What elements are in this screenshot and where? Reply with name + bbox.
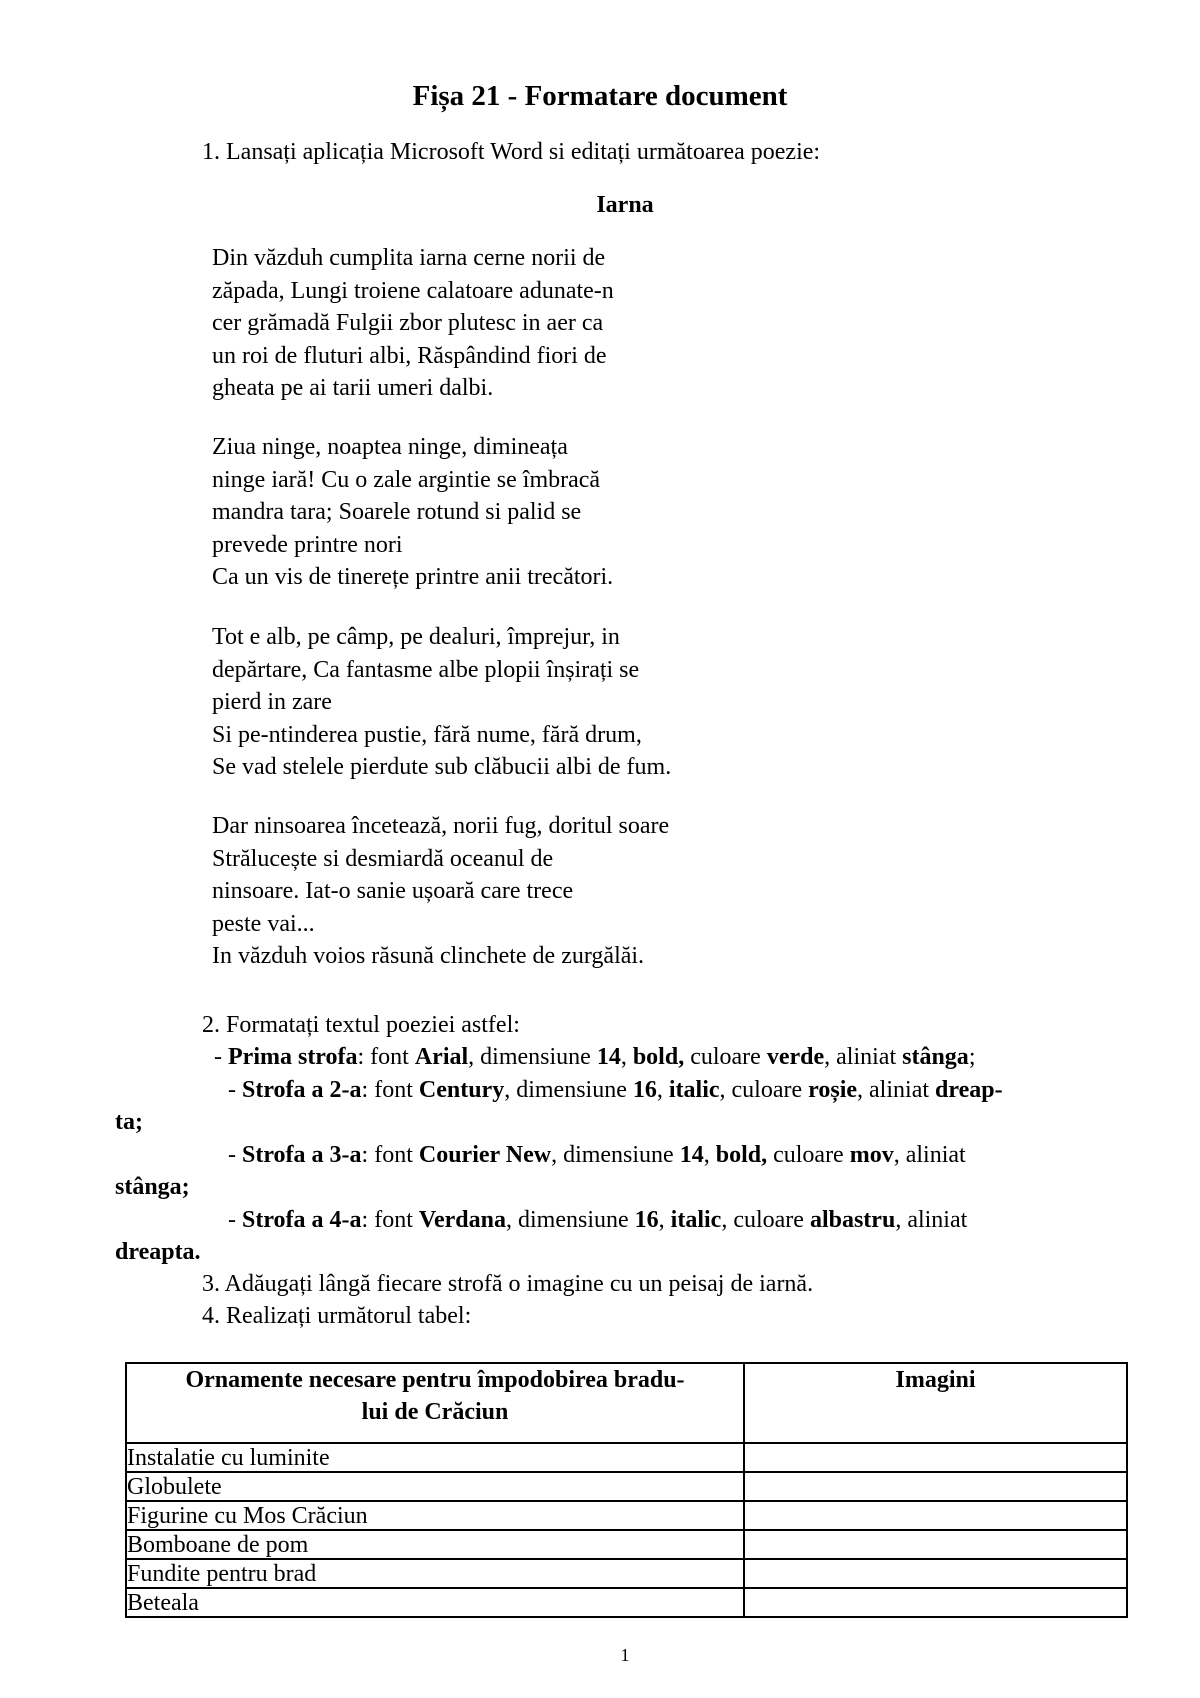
item-text: culoare [684,1044,767,1070]
poem-line: Din văzduh cumplita iarna cerne norii de [212,245,606,271]
item-text: , dimensiune [551,1142,680,1168]
format-item-1 [214,1044,975,1071]
poem-title: Iarna [596,192,654,218]
item-align: dreap- [935,1077,1003,1103]
item-prefix: - [228,1077,242,1103]
item-text: ; [968,1044,976,1070]
ornaments-table [125,1362,1128,1618]
poem-stanza-3 [212,621,772,784]
table-cell: Globulete [126,1472,744,1501]
item-style: bold, [632,1044,685,1070]
table-row [126,1472,1127,1501]
table-cell: Beteala [126,1588,744,1617]
item-text: culoare [767,1142,850,1168]
poem-line: depărtare, Ca fantasme albe plopii înșirați se [212,656,640,683]
poem-line: pierd in zare [212,689,332,715]
poem-line: prevede printre nori [212,531,403,558]
format-item-4 [228,1207,1133,1234]
format-item-2 [228,1077,1133,1104]
item-chunk [228,1207,967,1234]
table-row [126,1501,1127,1530]
table-row [126,1530,1127,1559]
table-row [126,1588,1127,1617]
item-align: stânga [902,1044,969,1070]
poem-line: In văzduh voios răsună clinchete de zurgălăi. [212,943,645,969]
table-cell-empty [744,1443,1127,1472]
item-text: , culoare [719,1077,809,1103]
item-size: 16 [634,1207,659,1233]
item-color: albastru [809,1207,896,1233]
item-text: , aliniat [895,1207,968,1233]
poem-line: Se vad stelele pierdute sub clăbucii albi de fum. [212,754,672,780]
table-cell-empty [744,1588,1127,1617]
poem-line: Ca un vis de tinerețe printre anii trecători. [212,564,614,590]
item-size: 14 [679,1142,704,1168]
item-font: Century [418,1077,505,1103]
poem-line: mandra tara; Soarele rotund si palid se [212,499,582,525]
task-2-intro: 2. Formatați textul poeziei astfel: [202,1012,520,1038]
item-text: , aliniat [857,1077,936,1103]
item-text: : font [361,1207,419,1233]
item-prefix: - [228,1142,242,1168]
item-style: bold, [715,1142,768,1168]
table-cell-empty [744,1559,1127,1588]
item-style: italic [670,1207,722,1233]
task-3-text: 3. Adăugați lângă fiecare strofă o imagine cu un peisaj de iarnă. [202,1271,814,1297]
item-size: 14 [596,1044,621,1070]
format-item-3-continuation: stânga; [115,1174,190,1200]
poem-stanza-4 [212,810,772,973]
table-cell-empty [744,1501,1127,1530]
item-text: : font [357,1044,415,1070]
item-style: italic [668,1077,720,1103]
item-name: Prima strofa [228,1044,358,1070]
header-line: lui de Crăciun [361,1399,509,1425]
poem-line: Strălucește si desmiardă oceanul de [212,845,554,872]
table-cell: Instalatie cu luminite [126,1443,744,1472]
item-text: : font [361,1142,419,1168]
item-color: mov [849,1142,894,1168]
poem-stanza-1 [212,242,772,405]
item-text: , culoare [721,1207,810,1233]
item-text: , dimensiune [468,1044,597,1070]
header-line: Ornamente necesare pentru împodobirea bradu- [185,1367,685,1393]
page-title: Fișa 21 - Formatare document [412,80,788,112]
poem-line: peste vai... [212,910,315,937]
poem-line: gheata pe ai tarii umeri dalbi. [212,375,494,401]
table-header-ornaments [126,1363,744,1443]
item-color: verde [766,1044,825,1070]
item-name: Strofa a 4-a [242,1207,362,1233]
page-number: 1 [620,1645,630,1665]
item-color: roșie [808,1077,858,1103]
item-name: Strofa a 2-a [242,1077,362,1103]
poem-stanza-2 [212,431,772,594]
poem-line: Dar ninsoarea încetează, norii fug, doritul soare [212,813,670,839]
item-text: , [703,1142,716,1168]
table-header-images: Imagini [744,1363,1127,1443]
poem-line: ninge iară! Cu o zale argintie se îmbracă [212,466,601,493]
item-font: Arial [414,1044,469,1070]
task-1-text: 1. Lansați aplicația Microsoft Word si editați următoarea poezie: [202,139,821,165]
table-header-row [126,1363,1127,1443]
item-prefix: - [228,1207,242,1233]
table-cell-empty [744,1530,1127,1559]
item-text: : font [361,1077,419,1103]
table-row [126,1443,1127,1472]
format-item-4-continuation: dreapta. [115,1239,201,1265]
table-cell: Bomboane de pom [126,1530,744,1559]
item-size: 16 [632,1077,657,1103]
table-cell-empty [744,1472,1127,1501]
format-item-3 [228,1142,1133,1169]
poem-line: Si pe-ntinderea pustie, fără nume, fără drum, [212,721,642,748]
item-text: , aliniat [893,1142,966,1168]
format-item-2-continuation: ta; [115,1109,143,1135]
table-cell: Figurine cu Mos Crăciun [126,1501,744,1530]
item-font: Courier New [418,1142,552,1168]
item-text: , dimensiune [504,1077,633,1103]
table-cell: Fundite pentru brad [126,1559,744,1588]
poem-line: un roi de fluturi albi, Răspândind fiori de [212,342,607,369]
item-text: , [658,1207,671,1233]
item-prefix: - [214,1044,228,1070]
item-chunk [228,1077,1003,1104]
poem-line: Tot e alb, pe câmp, pe dealuri, împrejur, in [212,624,620,650]
item-name: Strofa a 3-a [242,1142,362,1168]
item-font: Verdana [418,1207,507,1233]
poem-line: cer grămadă Fulgii zbor plutesc in aer ca [212,310,604,336]
table-row [126,1559,1127,1588]
item-chunk [228,1142,966,1169]
item-text: , aliniat [824,1044,903,1070]
item-text: , dimensiune [506,1207,635,1233]
poem-line: ninsoare. Iat-o sanie ușoară care trece [212,878,574,904]
item-text: , [656,1077,669,1103]
poem-line: Ziua ninge, noaptea ninge, dimineața [212,434,568,460]
task-4-text: 4. Realizați următorul tabel: [202,1303,472,1329]
item-text: , [620,1044,633,1070]
poem-line: zăpada, Lungi troiene calatoare adunate-n [212,277,614,304]
